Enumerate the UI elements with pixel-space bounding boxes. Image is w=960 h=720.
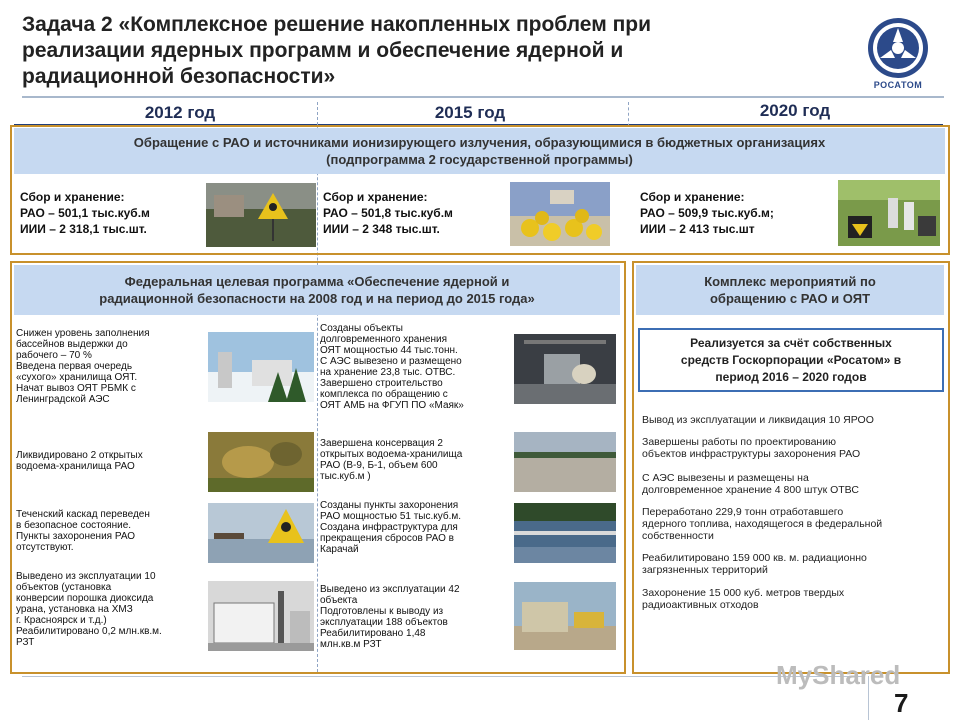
iii-count: ИИИ – 2 413 тыс.шт [640,222,755,236]
note-line: Созданы объекты [320,323,403,334]
year-label-2015: 2015 год [434,103,506,122]
note-line: Завершены работы по проектированию [642,436,836,448]
note-line: Ликвидировано 2 открытых [16,450,143,461]
industrial-building-photo-icon [208,581,314,651]
page-number: 7 [894,688,909,718]
note-line: Реабилитировано 1,48 [320,628,426,639]
note-line: Реабилитировано 159 000 кв. м. радиационно [642,552,867,564]
note-line: Выведено из эксплуатации 42 [320,584,460,595]
complex-item-rehabilitation [642,552,942,576]
title-line-2: реализации ядерных программ и обеспечение ядерной и [22,39,624,62]
note-line: Выведено из эксплуатации 10 [16,571,156,582]
note-line: отсутствуют. [16,542,74,553]
note-line: рабочего – 70 % [16,350,92,361]
aerial-reservoir-photo-icon [208,432,314,492]
note-line: собственности [642,530,714,542]
fcp-2012-item-decommission [16,571,206,648]
note-line: комплекса по обращению с [320,389,448,400]
iii-count: ИИИ – 2 318,1 тыс.шт. [20,222,147,236]
complex-item-burial [642,587,942,611]
note-line: Ленинградской АЭС [16,394,110,405]
note-line: С АЭС вывезено и размещено [320,356,462,367]
note-line: ОЯТ мощностью 44 тыс.тонн. [320,345,458,356]
storage-heading: Сбор и хранение: [640,190,745,204]
fcp-header-line-2: радиационной безопасности на 2008 год и на период до 2015 года» [99,291,535,306]
complex-header [636,265,944,315]
complex-item-otvs [642,472,942,496]
budget-orgs-header-line-1: Обращение с РАО и источниками ионизирующего излучения, образующимися в бюджетных организациях [133,135,826,150]
note-line: прекращения сбросов РАО в [320,533,454,544]
note-line: Вывод из эксплуатации и ликвидация 10 ЯРОО [642,414,874,426]
fcp-2015-item-storage [320,323,510,411]
note-line: урана, установка на ХМЗ [16,604,133,615]
title-divider [22,96,944,98]
note-line: объектов (установка [16,582,112,593]
note-line: РАО мощностью 51 тыс.куб.м. [320,511,462,522]
complex-item-design [642,436,942,460]
rao-oyat-complex-section [632,261,950,674]
note-line: бассейнов выдержки до [16,339,128,350]
watermark-text: MyShared [776,660,901,690]
note-line: конверсии порошка диоксида [16,593,154,604]
note-line: С АЭС вывезены и размещены на [642,472,809,484]
complex-header-line-2: обращению с РАО и ОЯТ [709,291,871,306]
snowy-plant-photo-icon [208,332,314,402]
note-line: объекта [320,595,358,606]
note-line: Созданы пункты захоронения [320,500,459,511]
note-line: долговременного хранения [320,334,447,345]
fcp-header [14,265,620,315]
budget-orgs-header [14,128,945,174]
note-line: на хранение 23,8 тыс. ОТВС. [320,367,456,378]
note-line: водоема-хранилища РАО [16,461,135,472]
fcp-2015-item-decommission [320,584,510,650]
note-line: г. Красноярск и т.д.) [16,615,107,626]
note-line: «сухого» хранилища ОЯТ. [16,372,138,383]
yellow-containers-photo-icon [510,182,610,246]
title-line-1: Задача 2 «Комплексное решение накопленных проблем при [22,13,651,36]
rao-volume: РАО – 509,9 тыс.куб.м; [640,206,774,220]
funding-line-2: средств Госкорпорации «Росатом» в [680,353,902,367]
note-line: Переработано 229,9 тонн отработавшего [642,506,844,518]
complex-item-decommission [642,414,942,426]
note-line: Подготовлены к выводу из [320,606,444,617]
fcp-2012-item-techa [16,509,206,553]
note-line: долговременное хранение 4 800 штук ОТВС [642,484,859,496]
fcp-2015-item-conservation [320,438,510,482]
fcp-header-line-1: Федеральная целевая программа «Обеспечение ядерной и [124,274,510,289]
storage-hall-photo-icon [514,334,616,404]
title-line-3: радиационной безопасности» [22,65,336,88]
demolition-site-photo-icon [514,582,616,650]
note-line: Теченский каскад переведен [16,509,150,520]
storage-heading: Сбор и хранение: [323,190,428,204]
note-line: Пункты захоронения РАО [16,531,136,542]
note-line: ядерного топлива, находящегося в федеральной [642,518,883,530]
footer-divider [22,676,862,677]
conserved-reservoir-photo-icon [514,432,616,492]
funding-line-1: Реализуется за счёт собственных [690,336,892,350]
note-line: Введена первая очередь [16,361,133,372]
note-line: тыс.куб.м ) [320,471,371,482]
budget-orgs-header-line-2: (подпрограмма 2 государственной программы) [326,152,633,167]
note-line: Снижен уровень заполнения [16,328,150,339]
year-label-2012: 2012 год [144,103,216,122]
note-line: эксплуатации 188 объектов [320,617,448,628]
note-line: объектов инфраструктуры захоронения РАО [642,448,861,460]
note-line: в безопасное состояние. [16,520,132,531]
disposal-site-aerial-photo-icon [514,503,616,563]
note-line: Завершено строительство [320,378,443,389]
storage-stats-2020 [640,189,830,237]
note-line: Реабилитировано 0,2 млн.кв.м. [16,626,162,637]
note-line: Начат вывоз ОЯТ РБМК с [16,383,136,394]
storage-stats-2015 [323,189,513,237]
note-line: радиоактивных отходов [642,599,759,611]
storage-heading: Сбор и хранение: [20,190,125,204]
note-line: Карачай [320,544,359,555]
slide-title [22,12,822,90]
note-line: ОЯТ АМБ на ФГУП ПО «Маяк» [320,400,464,411]
complex-header-line-1: Комплекс мероприятий по [704,274,876,289]
note-line: Захоронение 15 000 куб. метров твердых [642,587,845,599]
complex-item-reprocessing [642,506,942,542]
rao-volume: РАО – 501,8 тыс.куб.м [323,206,453,220]
fcp-2012-item-reservoirs [16,450,206,472]
funding-line-3: период 2016 – 2020 годов [715,370,867,384]
logo-caption: РОСАТОМ [873,80,923,90]
field-workers-photo-icon [838,180,940,246]
year-label-2020: 2020 год [759,101,831,120]
note-line: Создана инфраструктура для [320,522,458,533]
radiation-sign-water-photo-icon [208,503,314,563]
note-line: Завершена консервация 2 [320,438,443,449]
rao-volume: РАО – 501,1 тыс.куб.м [20,206,150,220]
iii-count: ИИИ – 2 348 тыс.шт. [323,222,440,236]
fcp-2012-item-spent-fuel [16,328,206,405]
note-line: РАО (В-9, Б-1, объем 600 [320,460,438,471]
storage-stats-2012 [20,189,210,237]
note-line: загрязненных территорий [642,564,768,576]
note-line: РЗТ [16,637,35,648]
note-line: млн.кв.м РЗТ [320,639,382,650]
funding-note-box [638,328,944,392]
note-line: открытых водоема-хранилища [320,449,463,460]
radiation-sign-forest-photo-icon [206,183,316,247]
fcp-2015-item-disposal [320,500,510,555]
